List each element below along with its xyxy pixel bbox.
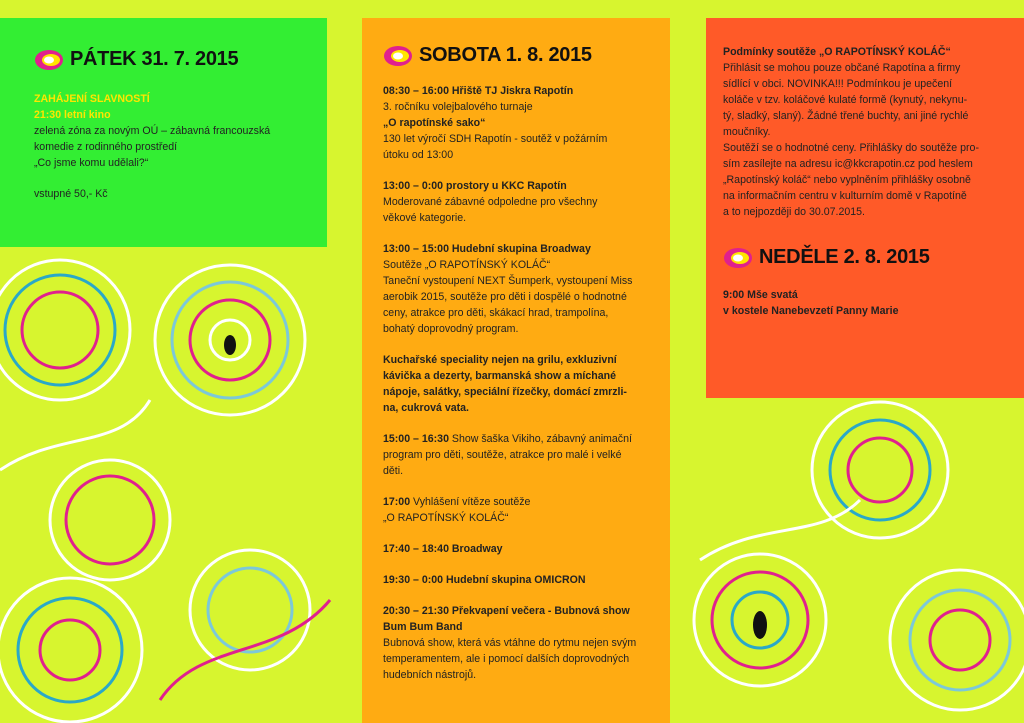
event-heading — [383, 494, 660, 510]
friday-desc-line: komedie z rodinného prostředí — [34, 141, 178, 153]
contest-line: a to nejpozději do 30.07.2015. — [723, 206, 865, 218]
ring-logo-icon — [34, 49, 64, 71]
event-line: 130 let výročí SDH Rapotín - soutěž v požárním — [383, 133, 608, 145]
event-line: děti. — [383, 465, 404, 477]
event-line: aerobik 2015, soutěže pro děti i dospělé o hodnotné — [383, 291, 627, 303]
event-time: 17:00 — [383, 496, 411, 508]
event-heading: 13:00 – 15:00 Hudební skupina Broadway — [383, 243, 591, 255]
ring-logo-icon — [383, 45, 413, 67]
contest-line: na informačním centru v kulturním domě v Rapotíně — [723, 190, 967, 202]
event-line: „O RAPOTÍNSKÝ KOLÁČ“ — [383, 512, 509, 524]
contest-sunday-panel — [706, 18, 1024, 398]
event-line: ceny, atrakce pro děti, skákací hrad, trampolína, — [383, 307, 609, 319]
friday-desc-line: zelená zóna za novým OÚ – zábavná francouzská — [34, 125, 271, 137]
friday-header — [34, 48, 317, 71]
event-line: Soutěže „O RAPOTÍNSKÝ KOLÁČ“ — [383, 259, 551, 271]
contest-line: Soutěží se o hodnotné ceny. Přihlášky do soutěže pro- — [723, 142, 979, 154]
event-heading: 13:00 – 0:00 prostory u KKC Rapotín — [383, 180, 567, 192]
contest-line: moučníky. — [723, 126, 771, 138]
event-heading: 20:30 – 21:30 Překvapení večera - Bubnová show — [383, 605, 630, 617]
event-line: Moderované zábavné odpoledne pro všechny — [383, 196, 598, 208]
friday-panel — [0, 18, 327, 247]
event-line: Vyhlášení vítěze soutěže — [410, 496, 531, 508]
friday-price: vstupné 50,- Kč — [34, 188, 108, 200]
contest-title: Podmínky soutěže „O RAPOTÍNSKÝ KOLÁČ“ — [723, 46, 951, 58]
food-line: na, cukrová vata. — [383, 402, 469, 414]
event-heading: 17:40 – 18:40 Broadway — [383, 543, 503, 555]
event-time: 15:00 – 16:30 — [383, 433, 449, 445]
event-line: bohatý doprovodný program. — [383, 323, 519, 335]
contest-line: sím zasílejte na adresu ic@kkcrapotin.cz pod heslem — [723, 158, 973, 170]
event-line: hudebních nástrojů. — [383, 669, 477, 681]
contest-line: sídlící v obci. NOVINKA!!! Podmínkou je upečení — [723, 78, 953, 90]
saturday-title: SOBOTA 1. 8. 2015 — [419, 44, 592, 66]
event-heading: 19:30 – 0:00 Hudební skupina OMICRON — [383, 574, 586, 586]
opening-label: ZAHÁJENÍ SLAVNOSTÍ — [34, 93, 150, 105]
sunday-header — [723, 246, 1006, 269]
event-line: „O rapotínské sako“ — [383, 117, 486, 129]
contest-line: tý, sladký, slaný). Žádné třené buchty, ani jiné rychlé — [723, 110, 969, 122]
event-line: 3. ročníku volejbalového turnaje — [383, 101, 533, 113]
event-heading — [383, 431, 660, 447]
contest-line: koláče v tzv. koláčové kulaté formě (kynutý, nekynu- — [723, 94, 968, 106]
food-line: kávička a dezerty, barmanská show a míchané — [383, 370, 616, 382]
friday-desc-line: „Co jsme komu udělali?“ — [34, 157, 149, 169]
event-line: útoku od 13:00 — [383, 149, 454, 161]
food-line: nápoje, salátky, speciální řízečky, domácí zmrzli- — [383, 386, 627, 398]
contest-line: „Rapotínský koláč“ nebo vyplněním přihlášky osobně — [723, 174, 971, 186]
mass-place: v kostele Nanebevzetí Panny Marie — [723, 305, 899, 317]
event-line: temperamentem, ale i pomocí dalších doprovodných — [383, 653, 630, 665]
saturday-panel — [362, 18, 670, 723]
mass-time: 9:00 Mše svatá — [723, 289, 798, 301]
event-line: program pro děti, soutěže, atrakce pro malé i velké — [383, 449, 622, 461]
sunday-title: NEDĚLE 2. 8. 2015 — [759, 246, 930, 268]
event-line: Show šaška Vikiho, zábavný animační — [448, 433, 632, 445]
event-heading: 08:30 – 16:00 Hřiště TJ Jiskra Rapotín — [383, 85, 574, 97]
event-line: Bubnová show, která vás vtáhne do rytmu nejen svým — [383, 637, 637, 649]
ring-logo-icon — [723, 247, 753, 269]
cinema-label: 21:30 letní kino — [34, 109, 111, 121]
event-line: Taneční vystoupení NEXT Šumperk, vystoupení Miss — [383, 275, 633, 287]
contest-line: Přihlásit se mohou pouze občané Rapotína a firmy — [723, 62, 961, 74]
event-line: věkové kategorie. — [383, 212, 467, 224]
food-line: Kuchařské speciality nejen na grilu, exkluzivní — [383, 354, 617, 366]
friday-title: PÁTEK 31. 7. 2015 — [70, 48, 239, 70]
saturday-header — [383, 44, 660, 67]
event-heading: Bum Bum Band — [383, 621, 463, 633]
